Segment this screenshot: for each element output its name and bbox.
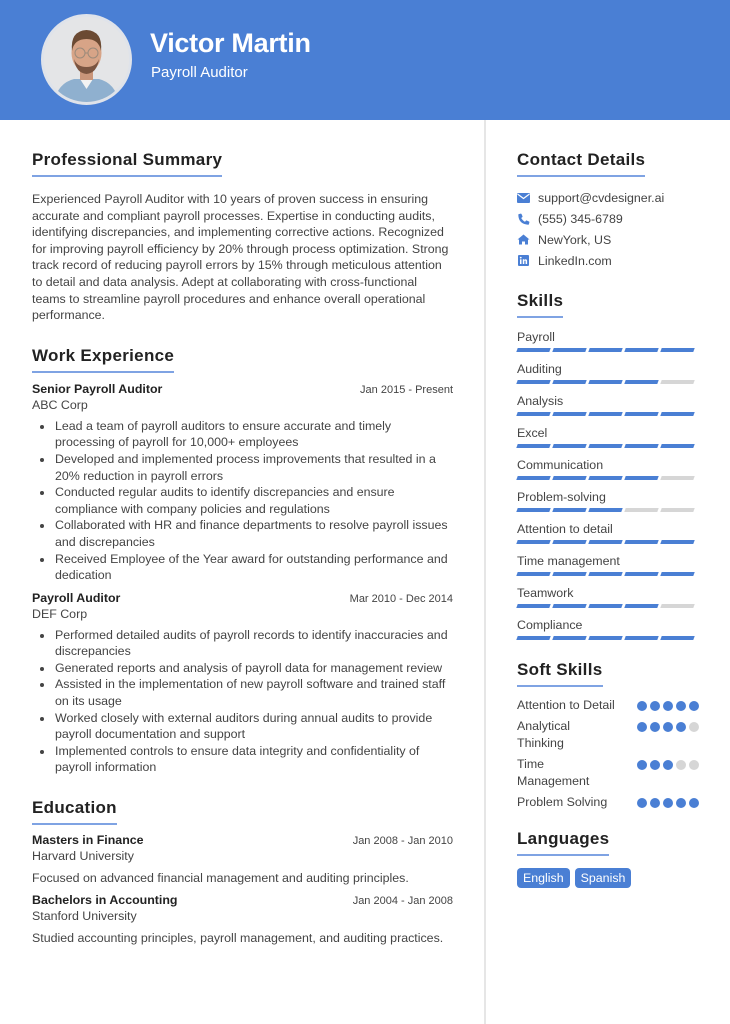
skill-segment	[624, 540, 658, 544]
education-entry	[32, 893, 453, 945]
skill-level-bar	[517, 348, 699, 352]
skill-segment	[624, 604, 658, 608]
contact-text: LinkedIn.com	[538, 253, 612, 268]
skill-segment	[624, 380, 658, 384]
skill-segment	[516, 636, 550, 640]
soft-skill-item	[517, 794, 699, 812]
skill-segment	[552, 348, 586, 352]
rating-dot-icon	[637, 798, 647, 808]
job-bullets	[32, 627, 453, 776]
skill-level-bar	[517, 636, 699, 640]
skill-segment	[516, 476, 550, 480]
list-item: Developed and implemented process improvements that resulted in a 20% reduction in payroll errors	[32, 451, 453, 484]
linkedin-icon	[517, 254, 530, 267]
rating-dot-icon	[637, 701, 647, 711]
soft-skill-rating	[637, 697, 699, 715]
job-company: ABC Corp	[32, 397, 88, 412]
skills-section	[517, 291, 699, 640]
education-entry	[32, 833, 453, 885]
skill-segment	[552, 636, 586, 640]
soft-skill-item	[517, 697, 699, 715]
education-description: Focused on advanced financial management and auditing principles.	[32, 871, 409, 886]
rating-dot-icon	[637, 760, 647, 770]
skill-segment	[660, 412, 694, 416]
skill-name: Compliance	[517, 618, 583, 632]
skill-segment	[660, 508, 694, 512]
contact-location	[517, 229, 699, 250]
sidebar-column	[517, 150, 699, 904]
skill-name: Time management	[517, 554, 620, 568]
job-date: Mar 2010 - Dec 2014	[349, 592, 453, 605]
soft-skill-item	[517, 718, 699, 753]
skill-level-bar	[517, 412, 699, 416]
candidate-name: Victor Martin	[150, 28, 311, 58]
skill-item	[517, 552, 699, 576]
soft-skill-name: Attention to Detail	[517, 698, 615, 712]
section-heading: Skills	[517, 291, 563, 318]
skill-level-bar	[517, 572, 699, 576]
list-item: Assisted in the implementation of new payroll software and trained staff on its usage	[32, 676, 453, 709]
skill-segment	[588, 348, 622, 352]
skill-segment	[624, 444, 658, 448]
skill-segment	[516, 444, 550, 448]
list-item: Implemented controls to ensure data integrity and confidentiality of payroll information	[32, 743, 453, 776]
skill-segment	[516, 540, 550, 544]
skill-level-bar	[517, 444, 699, 448]
phone-icon	[517, 212, 530, 225]
skill-segment	[516, 572, 550, 576]
contact-phone[interactable]	[517, 208, 699, 229]
skill-level-bar	[517, 604, 699, 608]
candidate-title: Payroll Auditor	[151, 64, 248, 81]
job-title: Senior Payroll Auditor	[32, 381, 163, 396]
list-item: Lead a team of payroll auditors to ensure accurate and timely processing of payroll for 10,000+ employees	[32, 418, 453, 451]
skill-segment	[624, 348, 658, 352]
skill-item	[517, 520, 699, 544]
skill-name: Excel	[517, 426, 548, 440]
skills-list	[517, 328, 699, 640]
list-item: Collaborated with HR and finance departments to resolve payroll issues and discrepancies	[32, 517, 453, 550]
skill-segment	[660, 540, 694, 544]
skill-segment	[516, 412, 550, 416]
skill-segment	[516, 348, 550, 352]
soft-skill-name: Analytical Thinking	[517, 718, 571, 750]
rating-dot-icon	[650, 722, 660, 732]
resume-header	[0, 0, 730, 120]
contact-text: NewYork, US	[538, 232, 612, 247]
rating-dot-icon	[676, 701, 686, 711]
rating-dot-icon	[637, 722, 647, 732]
rating-dot-icon	[650, 701, 660, 711]
list-item: Conducted regular audits to identify discrepancies and ensure compliance with company policies and regulations	[32, 484, 453, 517]
skill-name: Auditing	[517, 362, 562, 376]
skill-segment	[588, 476, 622, 480]
contact-section	[517, 150, 699, 271]
rating-dot-icon	[676, 722, 686, 732]
language-badge: English	[517, 868, 570, 888]
contact-text: (555) 345-6789	[538, 211, 623, 226]
skill-name: Communication	[517, 458, 604, 472]
rating-dot-icon	[676, 798, 686, 808]
degree: Bachelors in Accounting	[32, 893, 178, 908]
section-heading: Soft Skills	[517, 660, 603, 687]
skill-segment	[588, 508, 622, 512]
skill-segment	[624, 476, 658, 480]
skill-segment	[516, 604, 550, 608]
skill-item	[517, 488, 699, 512]
rating-dot-icon	[663, 722, 673, 732]
school: Stanford University	[32, 909, 137, 924]
summary-text: Experienced Payroll Auditor with 10 years of proven success in ensuring accurate and compliant payroll processes. Expertise in conducting audits, identifying discrepancies, and implementing corrective actions. Recognized for improving payroll efficiency by 20% through process optimization. Strong track record of reducing payroll errors by 15% through meticulous attention to detail and data analysis. Adept at collaborating with cross-functional teams to streamline payroll procedures and enhance overall operational performance.	[32, 192, 449, 323]
contact-email[interactable]	[517, 187, 699, 208]
skill-item	[517, 456, 699, 480]
skill-item	[517, 392, 699, 416]
skill-segment	[660, 604, 694, 608]
list-item: Performed detailed audits of payroll records to identify inaccuracies and discrepancies	[32, 627, 453, 660]
skill-level-bar	[517, 476, 699, 480]
rating-dot-icon	[663, 701, 673, 711]
job-date: Jan 2015 - Present	[360, 383, 453, 396]
skill-segment	[624, 412, 658, 416]
soft-skill-rating	[637, 756, 699, 791]
skill-item	[517, 360, 699, 384]
skill-segment	[552, 412, 586, 416]
section-heading: Professional Summary	[32, 150, 222, 177]
rating-dot-icon	[650, 798, 660, 808]
section-heading: Education	[32, 798, 117, 825]
home-icon	[517, 233, 530, 246]
soft-skill-rating	[637, 794, 699, 812]
profile-photo-icon	[44, 17, 129, 102]
skill-segment	[588, 412, 622, 416]
skill-segment	[516, 508, 550, 512]
job-entry	[32, 382, 453, 584]
list-item: Received Employee of the Year award for outstanding performance and dedication	[32, 551, 453, 584]
skill-name: Analysis	[517, 394, 564, 408]
skill-level-bar	[517, 380, 699, 384]
soft-skill-rating	[637, 718, 699, 753]
job-bullets	[32, 418, 453, 584]
rating-dot-icon	[650, 760, 660, 770]
rating-dot-icon	[676, 760, 686, 770]
languages-section	[517, 829, 699, 888]
summary-section	[32, 150, 453, 324]
list-item: Generated reports and analysis of payroll data for management review	[32, 660, 453, 677]
skill-segment	[588, 636, 622, 640]
skill-item	[517, 328, 699, 352]
column-divider	[484, 120, 486, 1024]
skill-segment	[588, 540, 622, 544]
soft-skill-name: Time Management	[517, 756, 590, 788]
skill-level-bar	[517, 540, 699, 544]
skill-level-bar	[517, 508, 699, 512]
skill-item	[517, 424, 699, 448]
section-heading: Contact Details	[517, 150, 645, 177]
rating-dot-icon	[663, 798, 673, 808]
skill-segment	[516, 380, 550, 384]
job-company: DEF Corp	[32, 606, 88, 621]
skill-segment	[660, 636, 694, 640]
skill-segment	[552, 540, 586, 544]
soft-skill-item	[517, 756, 699, 791]
skill-name: Problem-solving	[517, 490, 606, 504]
avatar	[41, 14, 132, 105]
rating-dot-icon	[689, 701, 699, 711]
skill-segment	[552, 476, 586, 480]
contact-text: support@cvdesigner.ai	[538, 190, 665, 205]
main-column	[32, 150, 453, 961]
skill-name: Teamwork	[517, 586, 574, 600]
skill-segment	[552, 508, 586, 512]
skill-item	[517, 584, 699, 608]
soft-skills-list	[517, 697, 699, 811]
skill-item	[517, 616, 699, 640]
skill-name: Payroll	[517, 330, 555, 344]
envelope-icon	[517, 191, 530, 204]
experience-section	[32, 346, 453, 776]
school: Harvard University	[32, 849, 134, 864]
soft-skills-section	[517, 660, 699, 811]
skill-segment	[624, 572, 658, 576]
skill-segment	[552, 572, 586, 576]
skill-segment	[660, 476, 694, 480]
soft-skill-name: Problem Solving	[517, 794, 608, 809]
skill-segment	[624, 508, 658, 512]
skill-segment	[660, 380, 694, 384]
section-heading: Languages	[517, 829, 609, 856]
rating-dot-icon	[689, 722, 699, 732]
job-title: Payroll Auditor	[32, 590, 121, 605]
rating-dot-icon	[663, 760, 673, 770]
skill-segment	[660, 572, 694, 576]
skill-segment	[552, 604, 586, 608]
list-item: Worked closely with external auditors during annual audits to provide payroll documentation and support	[32, 710, 453, 743]
skill-segment	[588, 572, 622, 576]
degree: Masters in Finance	[32, 833, 144, 848]
rating-dot-icon	[689, 760, 699, 770]
section-heading: Work Experience	[32, 346, 174, 373]
job-entry	[32, 591, 453, 776]
languages-list	[517, 868, 699, 888]
education-description: Studied accounting principles, payroll management, and auditing practices.	[32, 931, 444, 946]
skill-segment	[660, 444, 694, 448]
skill-segment	[588, 380, 622, 384]
skill-name: Attention to detail	[517, 522, 613, 536]
education-date: Jan 2008 - Jan 2010	[352, 835, 453, 848]
skill-segment	[552, 380, 586, 384]
language-badge: Spanish	[575, 868, 632, 888]
skill-segment	[588, 444, 622, 448]
rating-dot-icon	[689, 798, 699, 808]
skill-segment	[660, 348, 694, 352]
skill-segment	[588, 604, 622, 608]
skill-segment	[624, 636, 658, 640]
education-section	[32, 798, 453, 945]
contact-linkedin[interactable]	[517, 250, 699, 271]
education-date: Jan 2004 - Jan 2008	[352, 895, 453, 908]
skill-segment	[552, 444, 586, 448]
